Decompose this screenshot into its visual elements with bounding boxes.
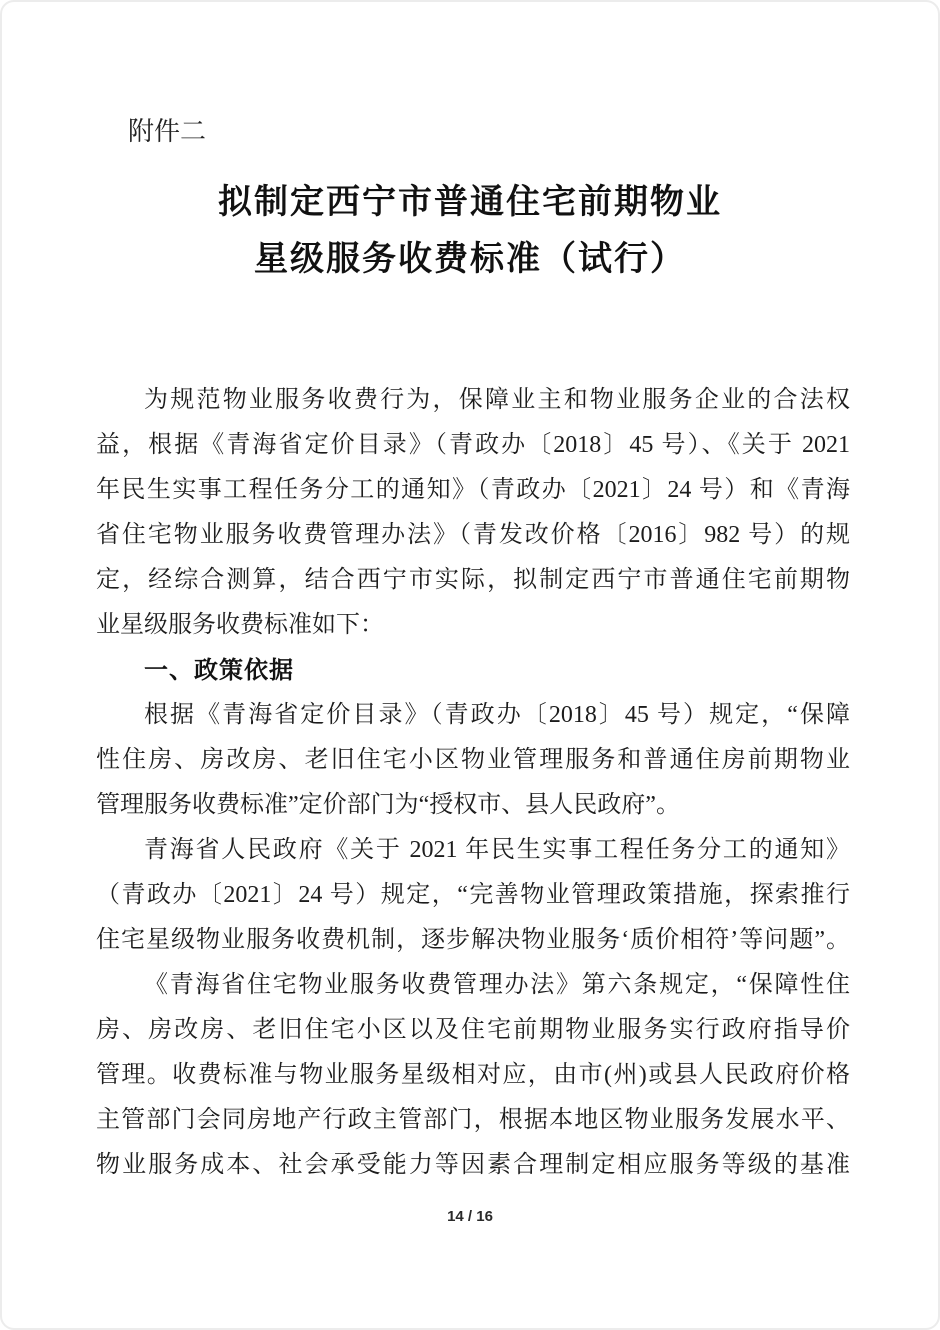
document-body (96, 378, 850, 1188)
body-line: 管理服务收费标准”定价部门为“授权市、县人民政府”。 (96, 792, 680, 818)
body-line: 定，经综合测算，结合西宁市实际，拟制定西宁市普通住宅前期物 (96, 567, 850, 593)
body-line: 业星级服务收费标准如下： (96, 612, 384, 638)
page-number: 14 / 16 (447, 1208, 493, 1225)
body-line: 住宅星级物业服务收费机制，逐步解决物业服务‘质价相符’等问题”。 (96, 927, 850, 953)
body-line: 房、房改房、老旧住宅小区以及住宅前期物业服务实行政府指导价 (96, 1017, 850, 1043)
body-line: 管理。收费标准与物业服务星级相对应，由市(州)或县人民政府价格 (96, 1062, 850, 1088)
document-title-line-2: 星级服务收费标准（试行） (254, 240, 686, 278)
body-line: 性住房、房改房、老旧住宅小区物业管理服务和普通住房前期物业 (96, 747, 850, 773)
body-line: 省住宅物业服务收费管理办法》（青发改价格〔2016〕982 号）的规 (96, 522, 850, 548)
body-line: 青海省人民政府《关于 2021 年民生实事工程任务分工的通知》 (144, 837, 850, 863)
body-line: 根据《青海省定价目录》（青政办〔2018〕45 号）规定，“保障 (144, 702, 850, 728)
body-line: 益，根据《青海省定价目录》（青政办〔2018〕45 号）、《关于 2021 (96, 432, 850, 458)
body-line: 年民生实事工程任务分工的通知》（青政办〔2021〕24 号）和《青海 (96, 477, 850, 503)
section-heading: 一、政策依据 (144, 657, 294, 684)
body-line: 为规范物业服务收费行为，保障业主和物业服务企业的合法权 (144, 387, 850, 413)
body-line: 物业服务成本、社会承受能力等因素合理制定相应服务等级的基准 (96, 1152, 850, 1178)
attachment-label: 附件二 (128, 117, 207, 146)
document-title-line-1: 拟制定西宁市普通住宅前期物业 (218, 183, 722, 221)
body-line: 《青海省住宅物业服务收费管理办法》第六条规定，“保障性住 (144, 972, 850, 998)
body-line: 主管部门会同房地产行政主管部门，根据本地区物业服务发展水平、 (96, 1107, 850, 1133)
body-line: （青政办〔2021〕24 号）规定，“完善物业管理政策措施，探索推行 (96, 882, 850, 908)
document-title (2, 174, 938, 288)
